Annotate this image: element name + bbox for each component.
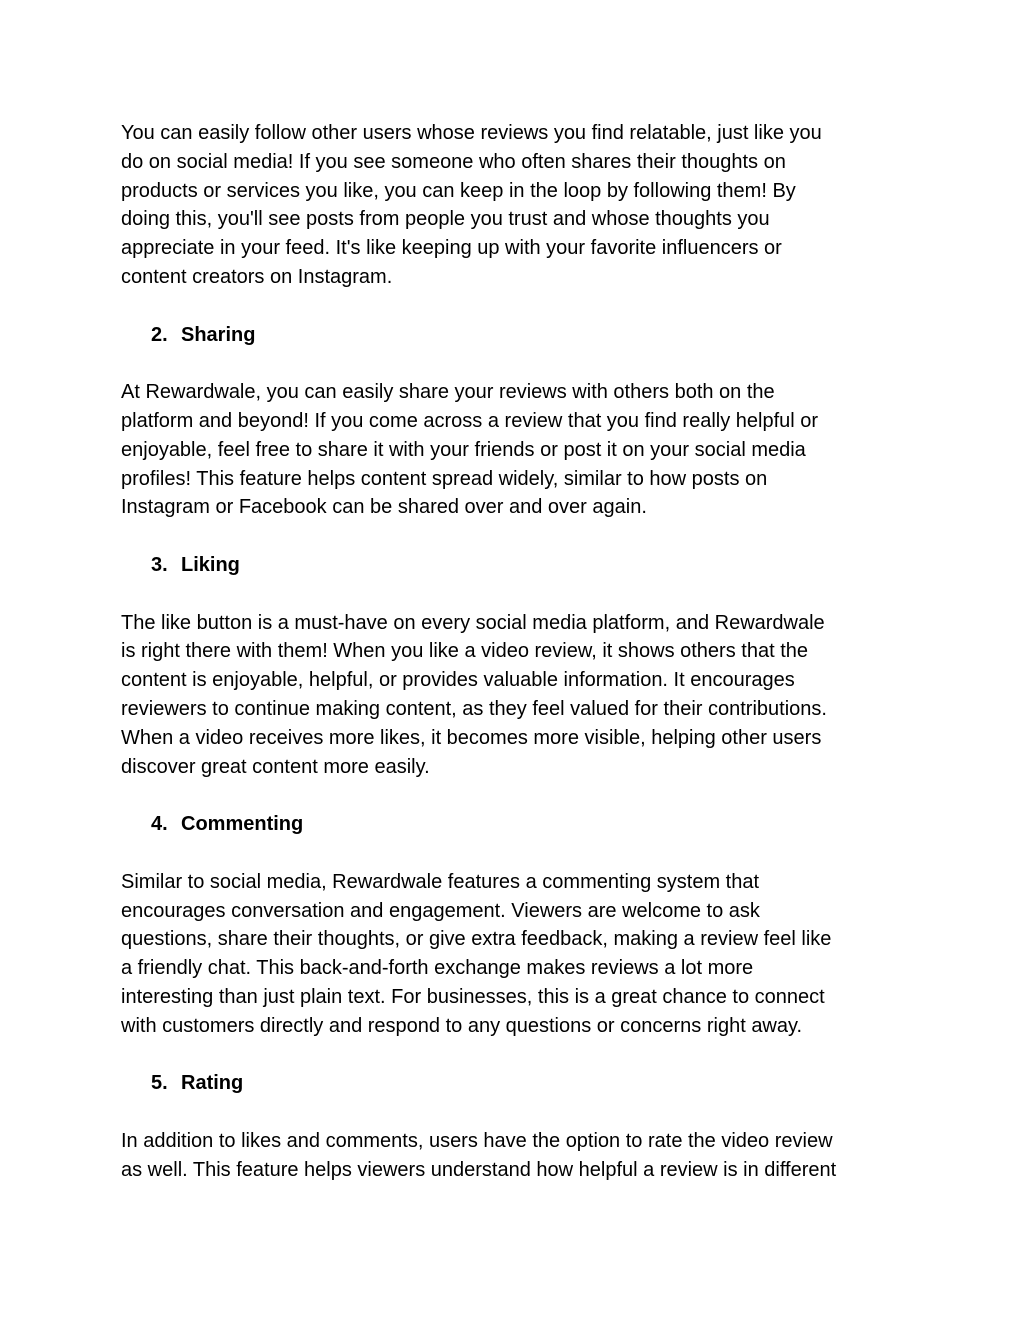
paragraph-line: At Rewardwale, you can easily share your reviews with others both on the: [121, 381, 775, 404]
paragraph-line: products or services you like, you can keep in the loop by following them! By: [121, 179, 796, 202]
paragraph-line: Similar to social media, Rewardwale features a commenting system that: [121, 870, 760, 893]
body-paragraph: [121, 378, 921, 522]
section-title: Liking: [181, 553, 240, 576]
section-number: 5.: [151, 1072, 168, 1095]
paragraph-line: as well. This feature helps viewers understand how helpful a review is in different: [121, 1158, 837, 1181]
section-heading: [151, 551, 921, 580]
section-heading: [151, 810, 921, 839]
paragraph-line: questions, share their thoughts, or give extra feedback, making a review feel like: [121, 928, 832, 951]
section-title: Commenting: [181, 813, 304, 836]
paragraph-line: appreciate in your feed. It's like keeping up with your favorite influencers or: [121, 237, 782, 260]
paragraph-line: do on social media! If you see someone who often shares their thoughts on: [121, 150, 786, 173]
section-number: 3.: [151, 553, 168, 576]
paragraph-line: content creators on Instagram.: [121, 265, 393, 288]
paragraph-line: When a video receives more likes, it becomes more visible, helping other users: [121, 726, 822, 749]
document-page: [121, 119, 921, 1184]
paragraph-line: discover great content more easily.: [121, 755, 430, 778]
paragraph-line: encourages conversation and engagement. Viewers are welcome to ask: [121, 899, 760, 922]
paragraph-line: profiles! This feature helps content spread widely, similar to how posts on: [121, 467, 768, 490]
body-paragraph: [121, 609, 921, 782]
paragraph-line: is right there with them! When you like a video review, it shows others that the: [121, 640, 808, 663]
section-number: 2.: [151, 323, 168, 346]
section-title: Rating: [181, 1072, 244, 1095]
paragraph-line: platform and beyond! If you come across a review that you find really helpful or: [121, 409, 819, 432]
paragraph-line: with customers directly and respond to any questions or concerns right away.: [121, 1014, 803, 1037]
paragraph-line: You can easily follow other users whose reviews you find relatable, just like you: [121, 122, 822, 144]
paragraph-line: a friendly chat. This back-and-forth exchange makes reviews a lot more: [121, 957, 754, 980]
paragraph-line: In addition to likes and comments, users have the option to rate the video review: [121, 1129, 833, 1152]
paragraph-line: enjoyable, feel free to share it with your friends or post it on your social media: [121, 438, 806, 461]
paragraph-line: content is enjoyable, helpful, or provides valuable information. It encourages: [121, 669, 795, 692]
section-heading: [151, 321, 921, 350]
paragraph-line: reviewers to continue making content, as they feel valued for their contributions.: [121, 697, 827, 720]
body-paragraph: [121, 1127, 921, 1185]
paragraph-line: interesting than just plain text. For businesses, this is a great chance to connect: [121, 985, 825, 1008]
body-paragraph: [121, 119, 921, 292]
paragraph-line: The like button is a must-have on every social media platform, and Rewardwale: [121, 611, 825, 634]
body-paragraph: [121, 868, 921, 1041]
section-title: Sharing: [181, 323, 256, 346]
paragraph-line: Instagram or Facebook can be shared over and over again.: [121, 496, 647, 519]
section-heading: [151, 1069, 921, 1098]
section-number: 4.: [151, 813, 168, 836]
paragraph-line: doing this, you'll see posts from people you trust and whose thoughts you: [121, 208, 770, 231]
